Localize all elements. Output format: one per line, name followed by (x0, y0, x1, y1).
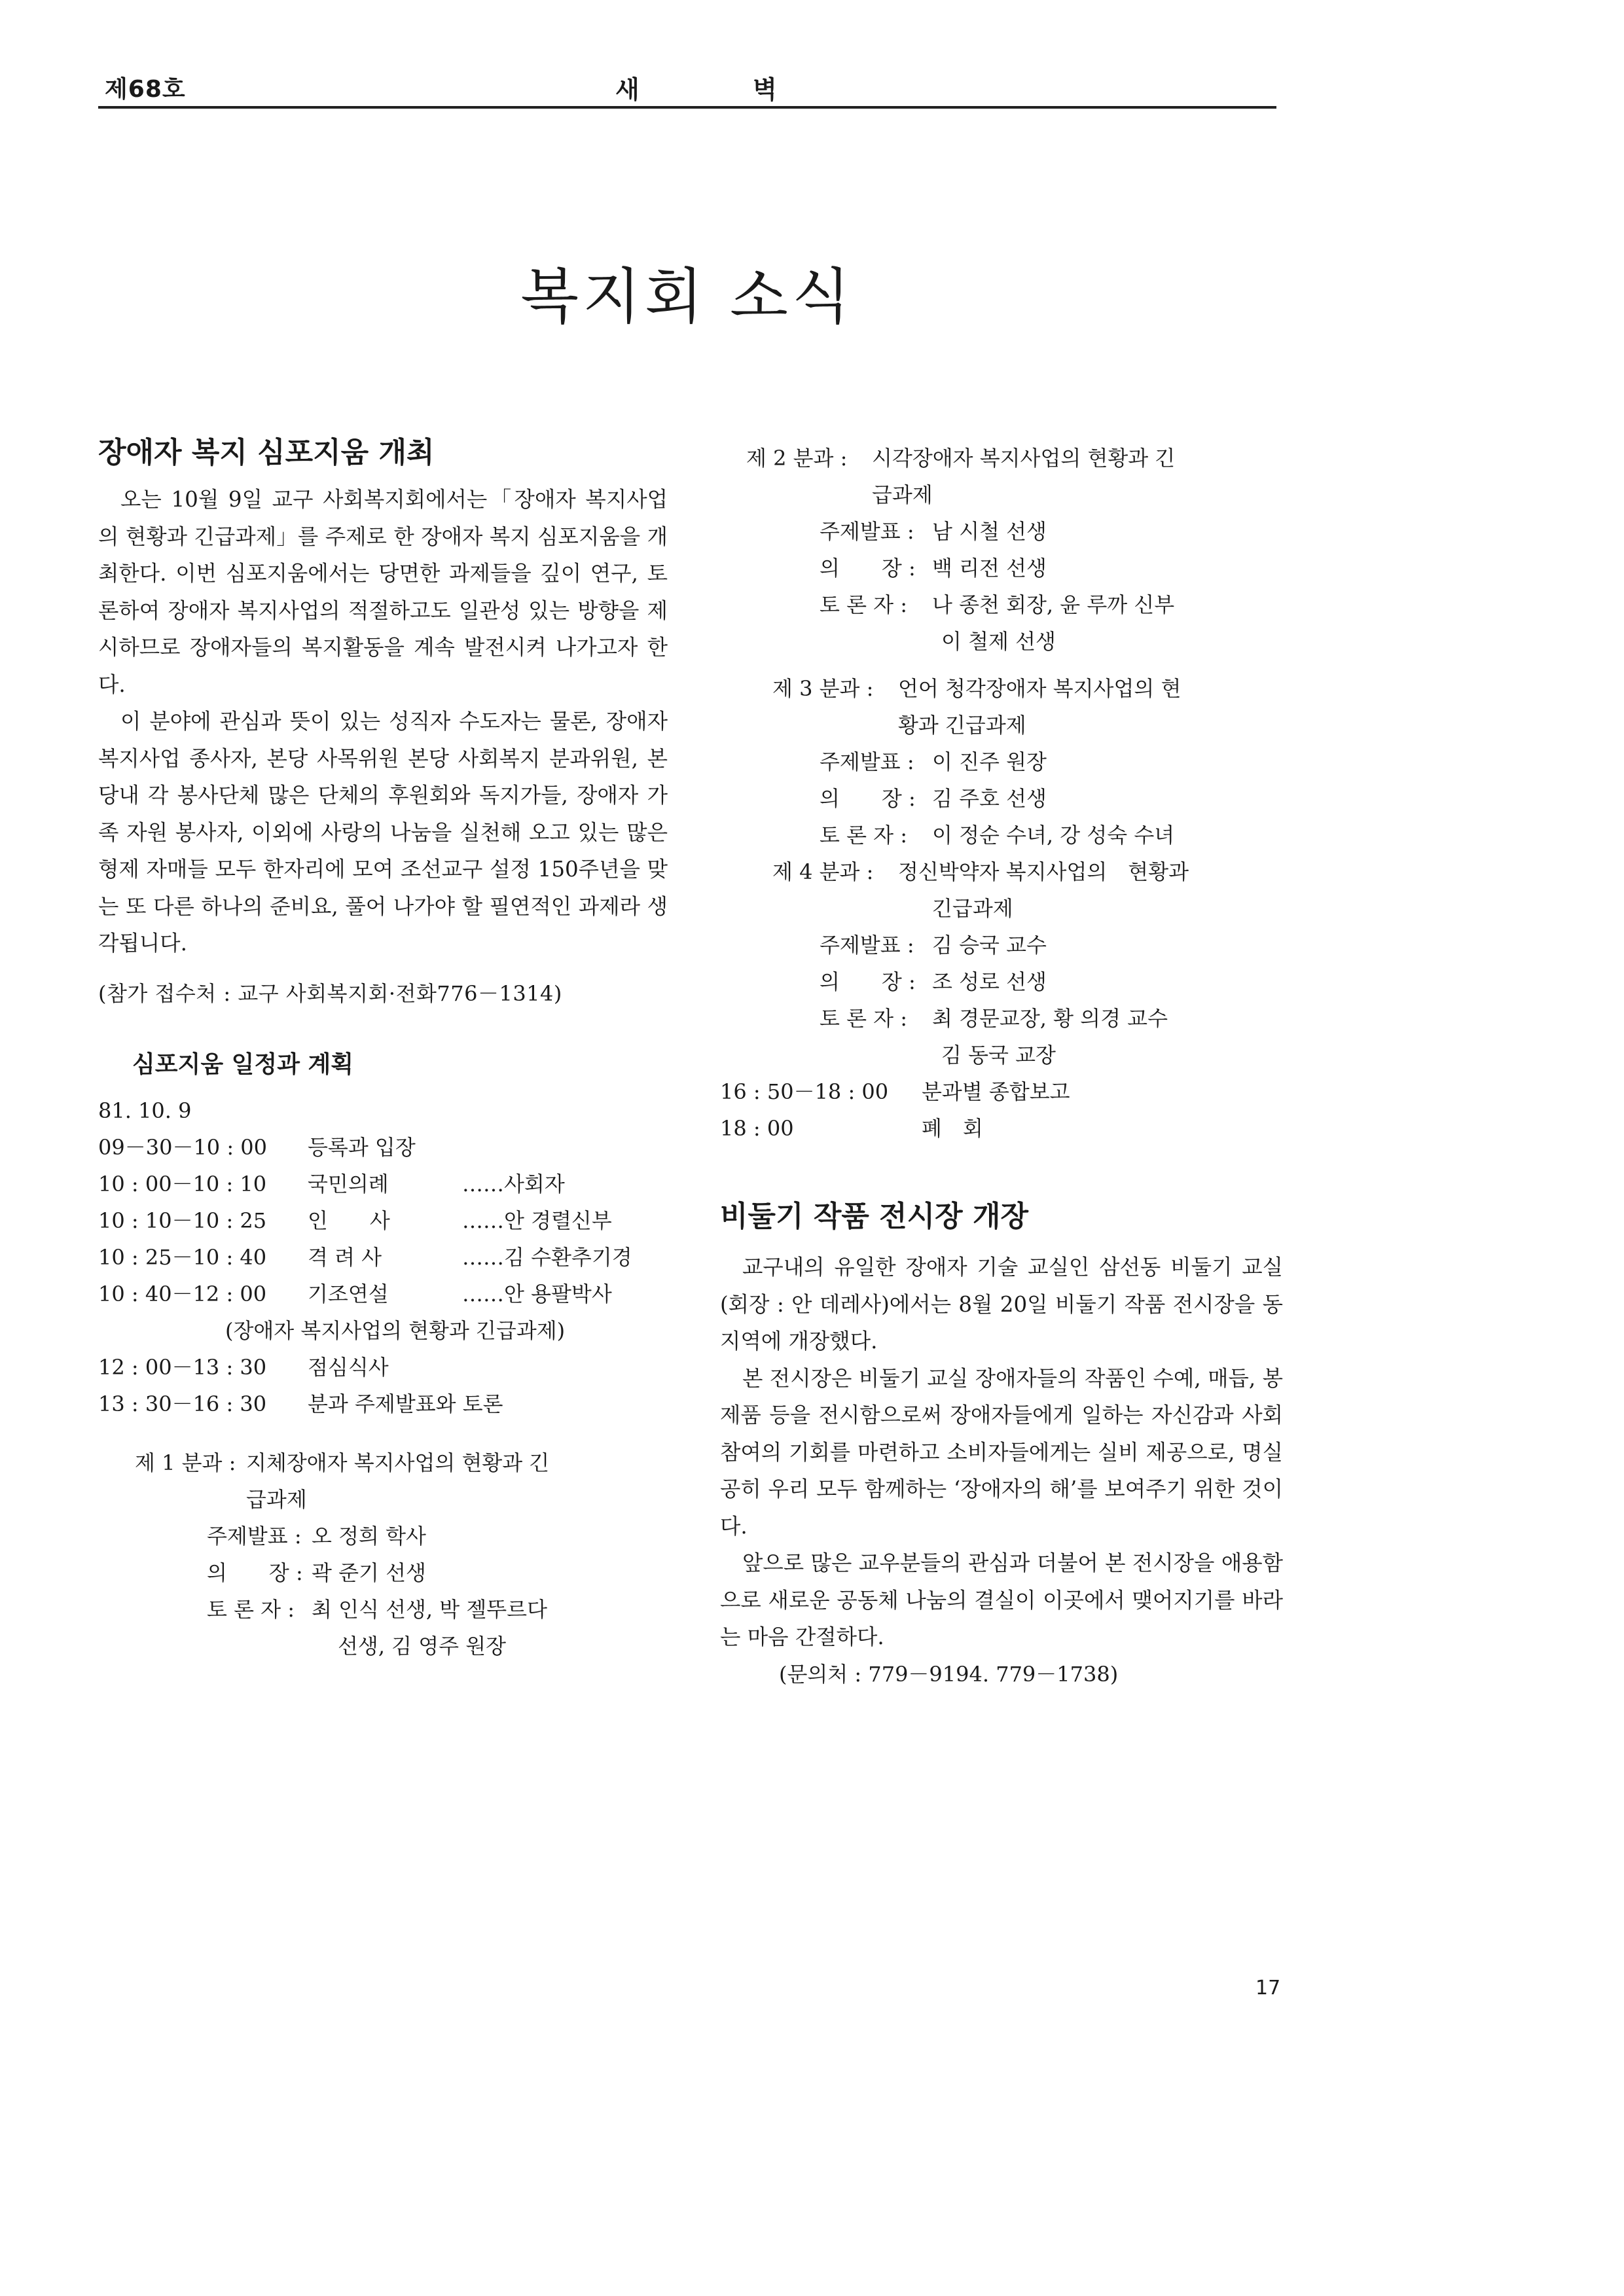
panel-label: 토 론 자 : (820, 592, 908, 617)
session-label: 제 3 분과 : (772, 676, 874, 701)
symposium-heading: 장애자 복지 심포지움 개최 (98, 436, 435, 469)
panel-names: 나 종천 회장, 윤 루까 신부 (932, 592, 1175, 617)
keynote-topic: (장애자 복지사업의 현황과 긴급과제) (225, 1318, 566, 1343)
session-topic: 정신박약자 복지사업의 현황과 (898, 859, 1189, 884)
presenter-label: 주제발표 : (207, 1523, 302, 1549)
panel-names-cont: 이 철제 선생 (941, 629, 1056, 654)
session-chair-row (98, 1554, 668, 1591)
chair-label: 의 장 : (820, 969, 916, 994)
presenter-name: 오 정희 학사 (312, 1523, 426, 1549)
schedule-date (98, 1092, 668, 1129)
session-1 (98, 1444, 668, 1664)
schedule-heading: 심포지움 일정과 계획 (132, 1050, 354, 1078)
session-topic-cont: 급과제 (872, 482, 933, 507)
chair-name: 조 성로 선생 (932, 969, 1047, 994)
schedule-time: 09－30－10 : 00 (98, 1134, 268, 1160)
date-text: 81. 10. 9 (98, 1098, 192, 1123)
session-topic-cont: 긴급과제 (932, 896, 1013, 921)
schedule-time: 10 : 25－10 : 40 (98, 1244, 267, 1270)
session-panel-row (720, 817, 1283, 853)
schedule-person: ……안 경렬신부 (462, 1208, 612, 1233)
session-topic: 언어 청각장애자 복지사업의 현 (898, 676, 1182, 701)
presenter-name: 남 시철 선생 (932, 519, 1047, 544)
schedule-row (98, 1276, 668, 1312)
schedule-row (98, 1239, 668, 1276)
magazine-name: 새 벽 (615, 75, 829, 104)
closing-row (720, 1073, 1283, 1110)
left-column (98, 429, 668, 1664)
session-presenter-row (720, 744, 1283, 780)
panel-names: 이 정순 수녀, 강 성숙 수녀 (932, 823, 1175, 848)
panel-label: 토 론 자 : (820, 1006, 908, 1031)
session-topic-cont: 급과제 (246, 1486, 307, 1512)
presenter-name: 이 진주 원장 (932, 749, 1047, 774)
session-topic-row (720, 670, 1283, 707)
schedule-person: ……김 수환추기경 (462, 1244, 632, 1270)
schedule-time: 10 : 10－10 : 25 (98, 1208, 267, 1233)
schedule-activity: 점심식사 (308, 1354, 389, 1380)
panel-label: 토 론 자 : (207, 1596, 295, 1622)
schedule-activity: 등록과 입장 (308, 1134, 416, 1160)
exhibition-paragraph-1: 교구내의 유일한 장애자 기술 교실인 삼선동 비둘기 교실(회장 : 안 데레사)에서는 8월 20일 비둘기 작품 전시장을 동지역에 개장했다. (720, 1255, 1283, 1354)
session-chair-row (720, 550, 1283, 586)
right-column (720, 440, 1283, 1693)
panel-names: 최 경문교장, 황 의경 교수 (932, 1006, 1168, 1031)
chair-label: 의 장 : (820, 556, 916, 581)
schedule-activity: 분과 주제발표와 토론 (308, 1391, 503, 1416)
session-3 (720, 670, 1283, 853)
session-panel-row (98, 1591, 668, 1628)
session-topic-cont: 황과 긴급과제 (898, 713, 1026, 738)
session-topic: 시각장애자 복지사업의 현황과 긴 (872, 446, 1176, 471)
closing-activity: 폐 회 (922, 1116, 983, 1141)
closing-activity: 분과별 종합보고 (922, 1079, 1070, 1104)
exhibition-paragraph-2: 본 전시장은 비둘기 교실 장애자들의 작품인 수예, 매듭, 봉제품 등을 전시함으로써 장애자들에게 일하는 자신감과 사회 참여의 기회를 마련하고 소비자들에게는 실비 제공으로, 명실공히 우리 모두 함께하는 ‘장애자의 해’를 보여주기 위한 것이다. (720, 1365, 1283, 1539)
session-topic-row (720, 853, 1283, 890)
session-chair-row (720, 963, 1283, 1000)
schedule-row (98, 1129, 668, 1166)
exhibition-contact: (문의처 : 779－9194. 779－1738) (779, 1661, 1119, 1687)
schedule-row (98, 1202, 668, 1239)
chair-name: 곽 준기 선생 (312, 1560, 426, 1585)
page-number: 17 (1255, 1977, 1281, 2000)
chair-name: 백 리전 선생 (932, 556, 1047, 581)
schedule-time: 13 : 30－16 : 30 (98, 1391, 267, 1416)
schedule-time: 10 : 40－12 : 00 (98, 1281, 267, 1306)
panel-names-cont: 김 동국 교장 (941, 1043, 1056, 1067)
schedule-time: 10 : 00－10 : 10 (98, 1171, 267, 1196)
presenter-label: 주제발표 : (820, 933, 914, 958)
exhibition-paragraph-3: 앞으로 많은 교우분들의 관심과 더불어 본 전시장을 애용함으로 새로운 공동체 나눔의 결실이 이곳에서 맺어지기를 바라는 마음 간절하다. (720, 1551, 1283, 1649)
issue-number: 제68호 (105, 76, 186, 103)
schedule-time: 12 : 00－13 : 30 (98, 1354, 267, 1380)
session-label: 제 1 분과 : (135, 1450, 236, 1475)
session-chair-row (720, 780, 1283, 817)
schedule-activity: 격 려 사 (308, 1244, 382, 1270)
session-label: 제 4 분과 : (772, 859, 874, 884)
closing-row (720, 1110, 1283, 1147)
panel-names-cont: 선생, 김 영주 원장 (338, 1633, 507, 1659)
page-title: 복지회 소식 (520, 261, 854, 332)
schedule-person: ……사회자 (462, 1171, 565, 1196)
schedule-activity: 기조연설 (308, 1281, 389, 1306)
symposium-paragraph-1: 오는 10월 9일 교구 사회복지회에서는「장애자 복지사업의 현황과 긴급과제」를 주제로 한 장애자 복지 심포지움을 개최한다. 이번 심포지움에서는 당면한 과제들을 깊이 연구, 토론하여 장애자 복지사업의 적절하고도 일관성 있는 방향을 제시하므로 장애자들의 복지활동을 계속 발전시켜 나가고자 한다. (98, 487, 668, 697)
session-label: 제 2 분과 : (746, 446, 848, 471)
panel-names: 최 인식 선생, 박 젤뚜르다 (312, 1596, 547, 1622)
presenter-label: 주제발표 : (820, 519, 914, 544)
presenter-name: 김 승국 교수 (932, 933, 1047, 958)
schedule-row (98, 1386, 668, 1422)
schedule-person: ……안 용팔박사 (462, 1281, 612, 1306)
closing-time: 18 : 00 (720, 1116, 794, 1141)
closing-time: 16 : 50－18 : 00 (720, 1079, 889, 1104)
session-2 (720, 440, 1283, 660)
session-4 (720, 853, 1283, 1073)
exhibition-heading: 비둘기 작품 전시장 개장 (720, 1200, 1028, 1233)
session-panel-row (720, 1000, 1283, 1037)
session-panel-row (720, 586, 1283, 623)
schedule-activity: 인 사 (308, 1208, 390, 1233)
session-presenter-row (720, 927, 1283, 963)
schedule-row (98, 1166, 668, 1202)
session-presenter-row (98, 1518, 668, 1554)
chair-label: 의 장 : (820, 786, 916, 811)
session-topic-row (98, 1444, 668, 1481)
session-presenter-row (720, 513, 1283, 550)
session-topic-row (720, 440, 1283, 476)
session-topic: 지체장애자 복지사업의 현황과 긴 (246, 1450, 550, 1475)
schedule-row (98, 1349, 668, 1386)
presenter-label: 주제발표 : (820, 749, 914, 774)
schedule-activity: 국민의례 (308, 1171, 389, 1196)
chair-label: 의 장 : (207, 1560, 303, 1585)
symposium-contact: (참가 접수처 : 교구 사회복지회·전화776－1314) (98, 980, 562, 1006)
header-rule (98, 106, 1276, 109)
panel-label: 토 론 자 : (820, 823, 908, 848)
chair-name: 김 주호 선생 (932, 786, 1047, 811)
symposium-paragraph-2: 이 분야에 관심과 뜻이 있는 성직자 수도자는 물론, 장애자 복지사업 종사자, 본당 사목위원 본당 사회복지 분과위원, 본당내 각 봉사단체 많은 단체의 후원회와 독지가들, 장애자 가족 자원 봉사자, 이외에 사랑의 나눔을 실천해 오고 있는 많은 형제 자매들 모두 한자리에 모여 조선교구 설정 150주년을 맞는 또 다른 하나의 준비요, 풀어 나가야 할 필연적인 과제라 생각됩니다. (98, 709, 668, 956)
